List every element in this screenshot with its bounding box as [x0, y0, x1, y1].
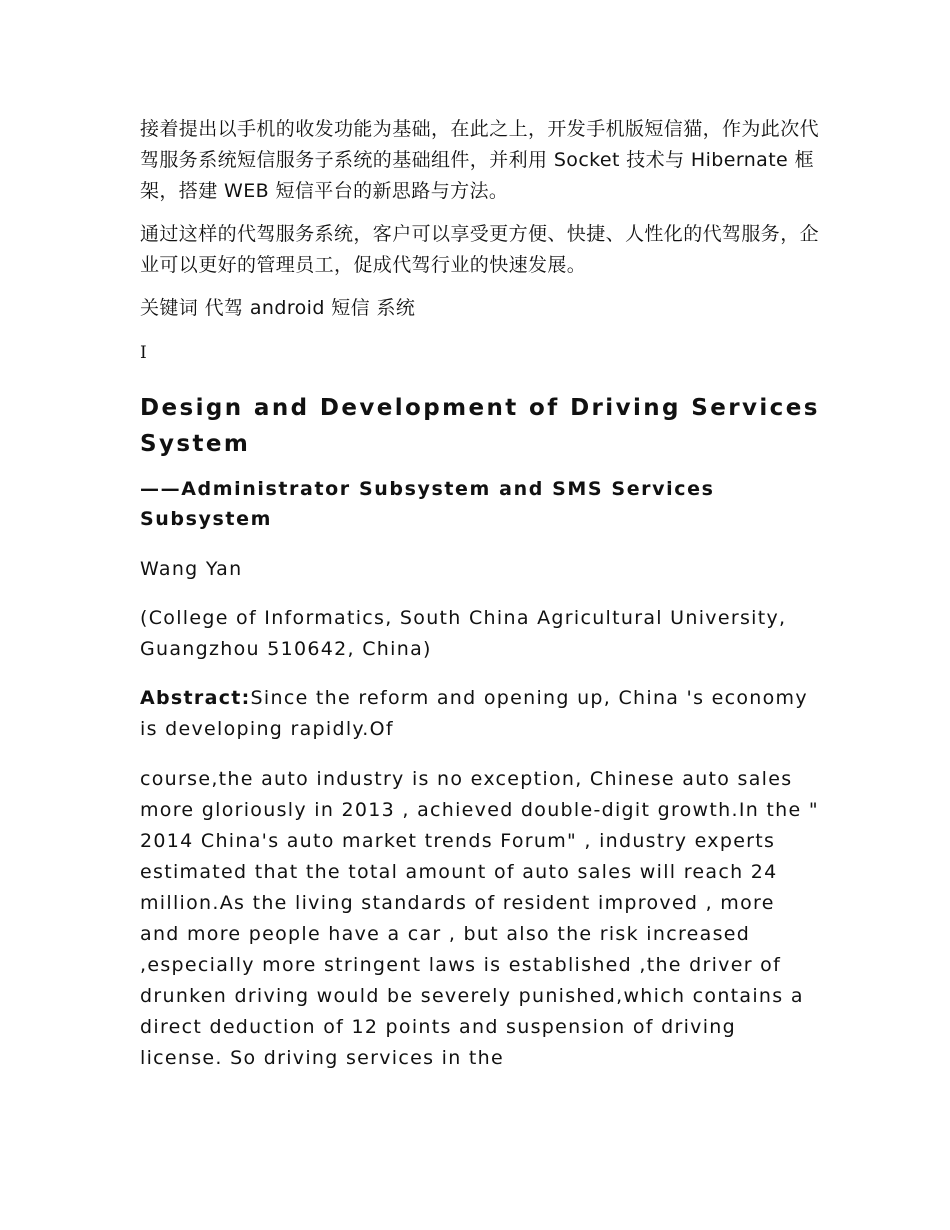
english-title: Design and Development of Driving Services System — [140, 395, 820, 457]
chinese-paragraph-2: 通过这样的代驾服务系统，客户可以享受更方便、快捷、人性化的代驾服务，企业可以更好的管理员工，促成代驾行业的快速发展。 — [140, 223, 820, 276]
page-number: I — [140, 343, 147, 363]
abstract-label: Abstract: — [140, 687, 251, 709]
chinese-paragraph-1: 接着提出以手机的收发功能为基础，在此之上，开发手机版短信猫，作为此次代驾服务系统短信服务子系统的基础组件，并利用 Socket 技术与 Hibernate 框架，搭建 WEB 短信平台的新思路与方法。 — [140, 118, 820, 202]
author-name: Wang Yan — [140, 558, 243, 580]
document-page — [140, 114, 820, 1074]
abstract-body-text: course,the auto industry is no exception, Chinese auto sales more gloriously in 2013 , achieved double-digit growth.In the " 2014 China's auto market trends Forum" , industry experts estimated that the total amount of auto sales will reach 24 million.As the living standards of resident improved , more and more people have a car , but also the risk increased ,especially more stringent laws is established ,the driver of drunken driving would be severely punished,which contains a direct deduction of 12 points and suspension of driving license. So driving services in the — [140, 768, 819, 1069]
keywords-line: 关键词 代驾 android 短信 系统 — [140, 297, 416, 319]
abstract-paragraph — [140, 683, 820, 745]
abstract-text: Since the reform and opening up, China 's economy is developing rapidly.Of — [140, 687, 808, 740]
english-subtitle: ——Administrator Subsystem and SMS Services Subsystem — [140, 478, 715, 530]
author-affiliation: (College of Informatics, South China Agricultural University, Guangzhou 510642, China) — [140, 607, 787, 660]
